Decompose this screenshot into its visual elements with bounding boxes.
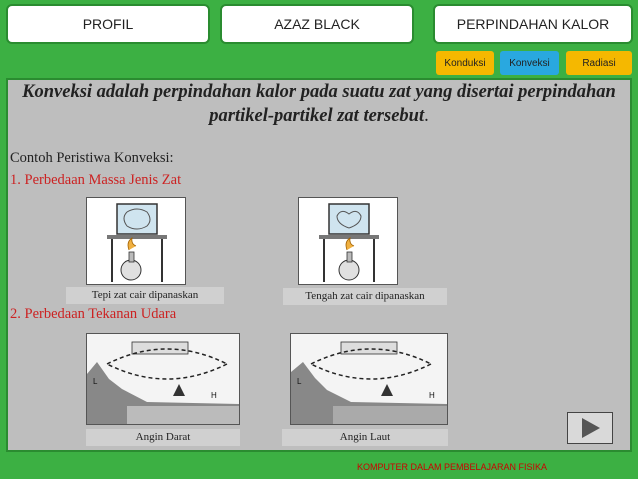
svg-text:H: H [429, 391, 435, 400]
definition-period: . [424, 106, 429, 126]
sea-breeze-illustration [291, 334, 447, 424]
svg-text:H: H [211, 391, 217, 400]
examples-intro: Contoh Peristiwa Konveksi: [10, 150, 174, 166]
example-1-heading: 1. Perbedaan Massa Jenis Zat [10, 172, 182, 188]
figure-edge-heated-image [86, 197, 186, 285]
svg-text:L: L [93, 377, 98, 386]
figure-sea-breeze-image [290, 333, 448, 425]
next-slide-button[interactable] [567, 412, 613, 444]
example-2-heading: 2. Perbedaan Tekanan Udara [10, 306, 177, 322]
figure-land-breeze-image [86, 333, 240, 425]
subtab-konduksi[interactable]: Konduksi [436, 51, 494, 75]
land-breeze-illustration [87, 334, 239, 424]
beaker-burner-illustration-2 [299, 198, 397, 284]
tab-azaz-black[interactable]: AZAZ BLACK [220, 4, 414, 44]
subtab-konveksi[interactable]: Konveksi [500, 51, 559, 75]
tab-profil[interactable]: PROFIL [6, 4, 210, 44]
definition-headline [10, 80, 628, 128]
tab-perpindahan-kalor[interactable]: PERPINDAHAN KALOR [433, 4, 633, 44]
beaker-burner-illustration-1 [87, 198, 185, 284]
caption-land-breeze: Angin Darat [86, 429, 240, 446]
figure-center-heated-image [298, 197, 398, 285]
caption-sea-breeze: Angin Laut [282, 429, 448, 446]
subtab-radiasi[interactable]: Radiasi [566, 51, 632, 75]
definition-text: Konveksi adalah perpindahan kalor pada suatu zat yang disertai perpindahan partikel-partikel zat tersebut [22, 82, 616, 126]
caption-center-heated: Tengah zat cair dipanaskan [283, 288, 447, 305]
caption-edge-heated: Tepi zat cair dipanaskan [66, 287, 224, 304]
play-triangle-icon [568, 413, 612, 443]
footer-caption: KOMPUTER DALAM PEMBELAJARAN FISIKA [357, 462, 548, 472]
svg-text:L: L [297, 377, 302, 386]
